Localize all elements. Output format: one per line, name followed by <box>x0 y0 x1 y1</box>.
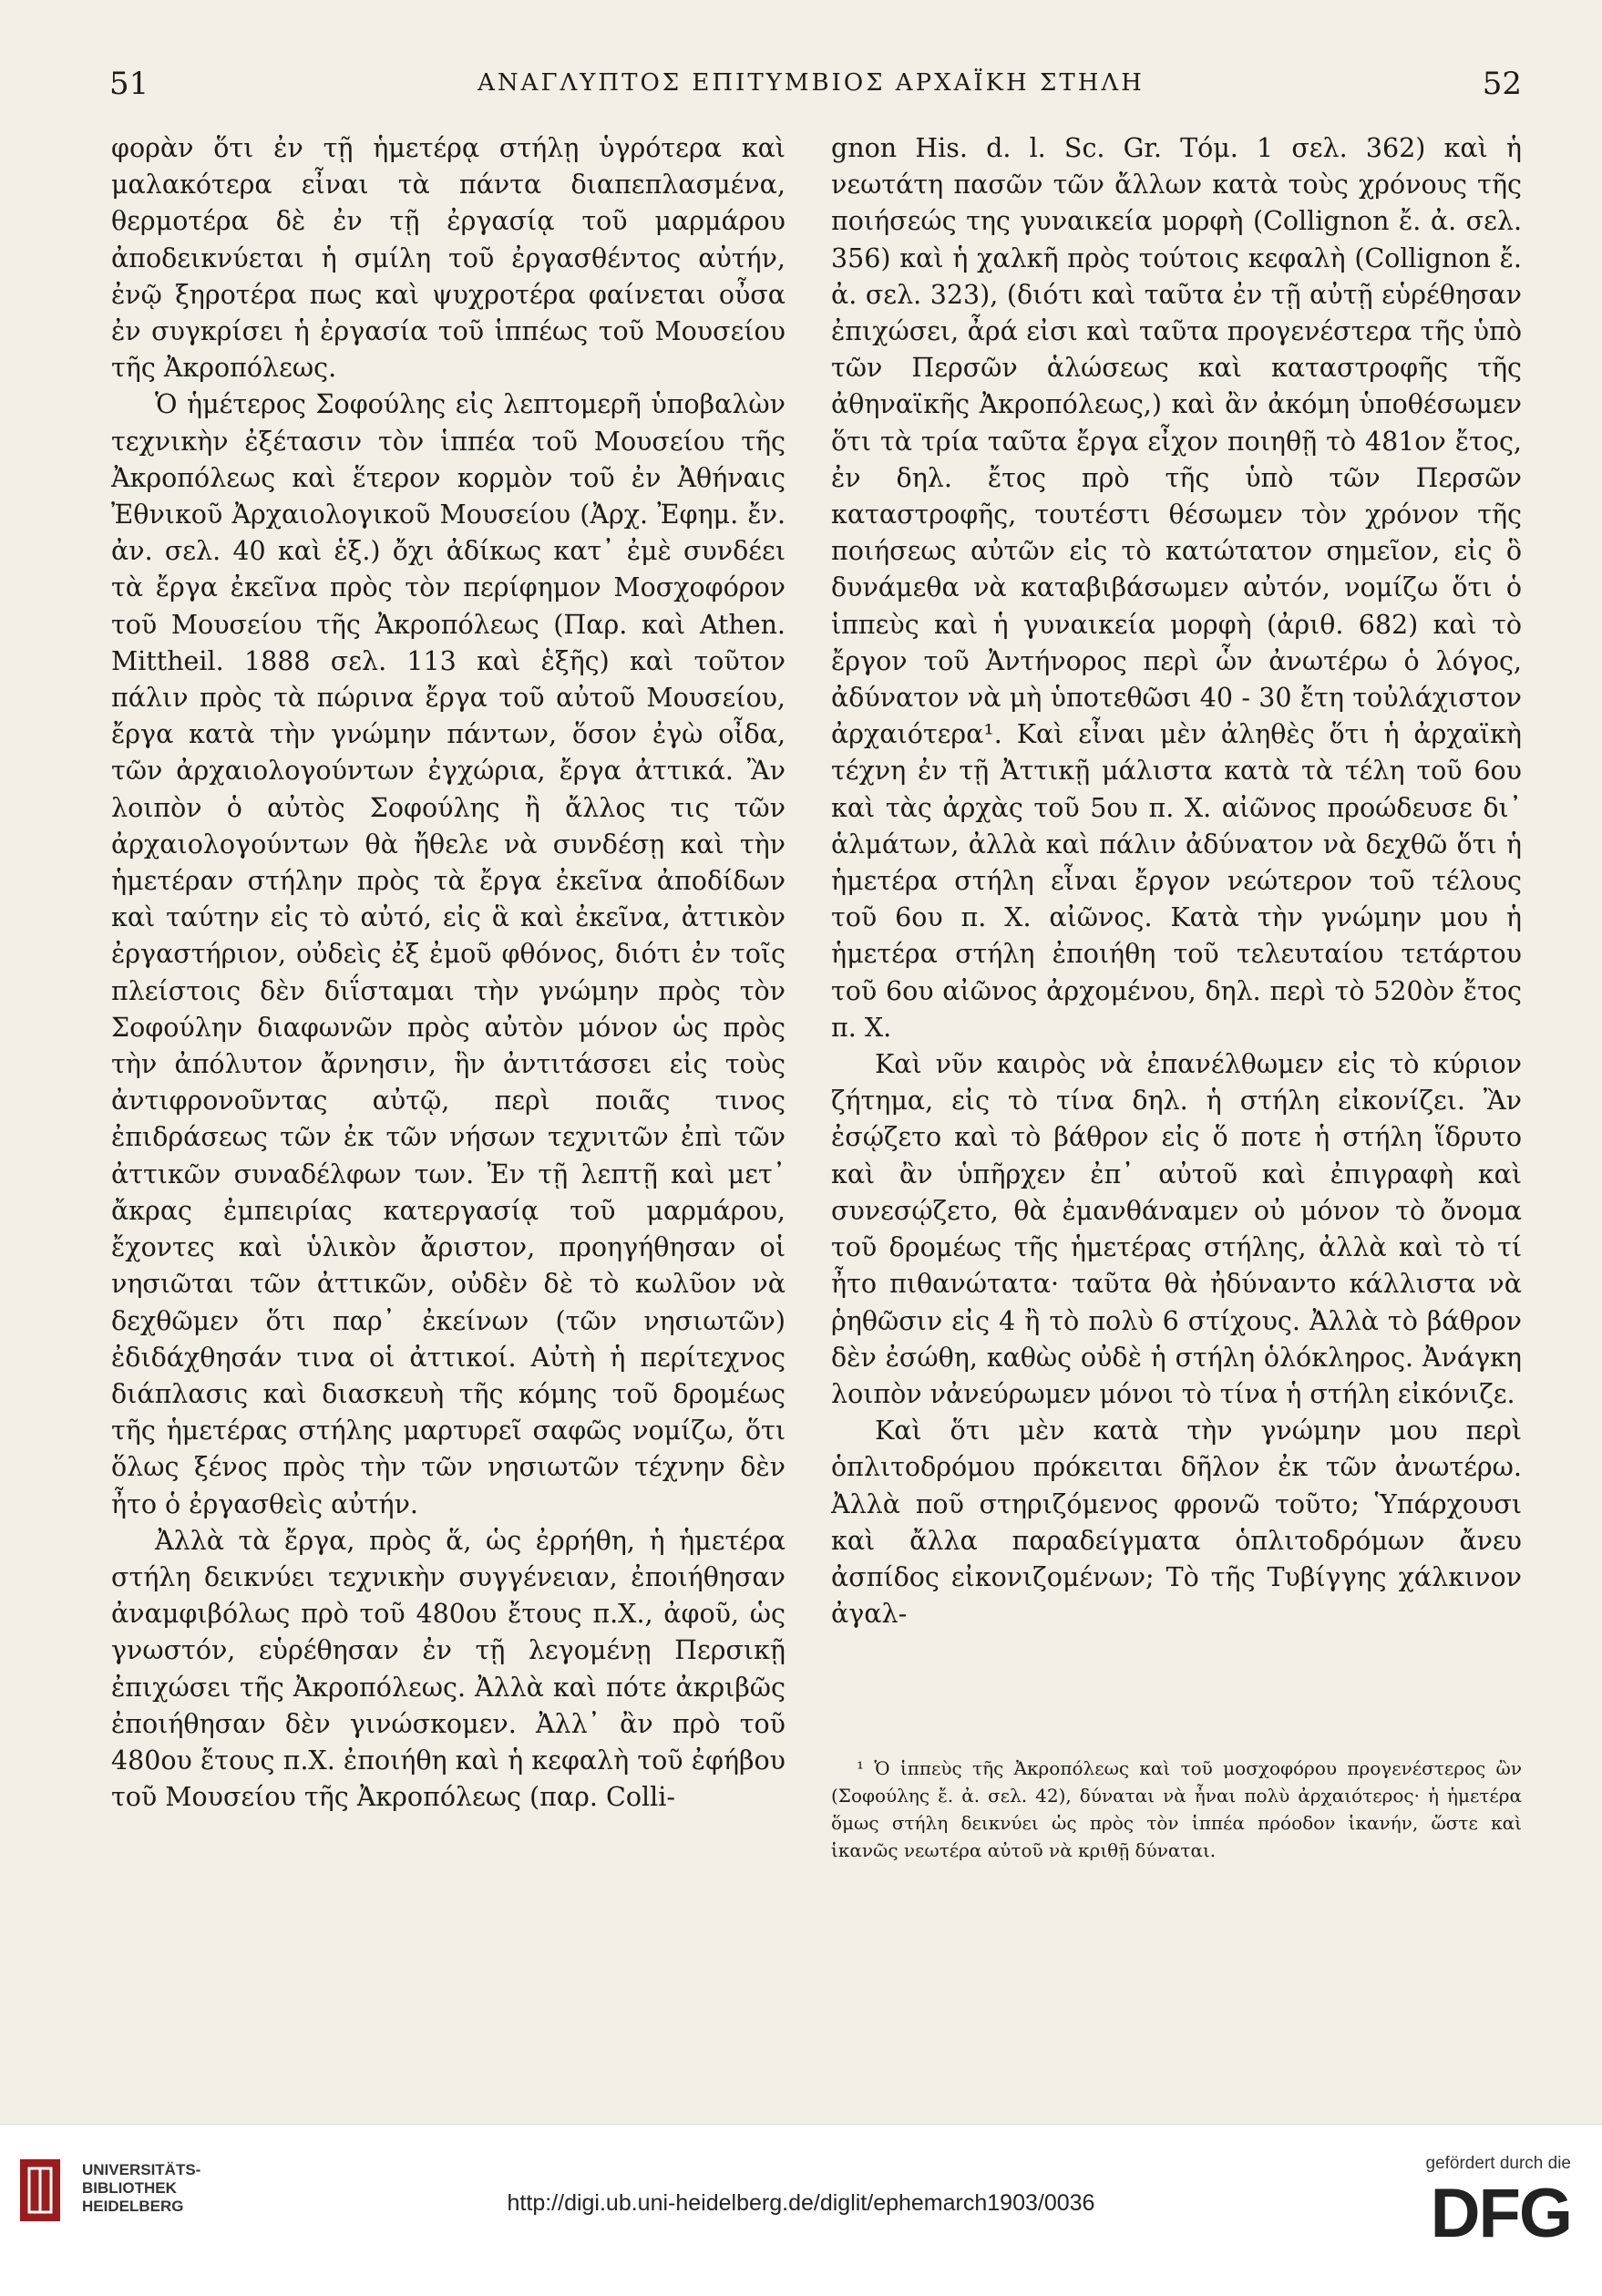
source-url-link[interactable]: http://digi.ub.uni-heidelberg.de/diglit/ephemarch1903/0036 <box>507 2190 1095 2216</box>
left-page-number: 51 <box>109 66 149 102</box>
viewer-footer <box>0 2124 1602 2296</box>
running-title: ΑΝΑΓΛΥΠΤΟΣ ΕΠΙΤΥΜΒΙΟΣ ΑΡΧΑΪΚΗ ΣΤΗΛΗ <box>478 69 1145 97</box>
right-page-number: 52 <box>1482 66 1522 102</box>
left-column <box>111 130 786 1816</box>
footnote: ¹ Ὁ ἱππεὺς τῆς Ἀκροπόλεως καὶ τοῦ μοσχοφόρου προγενέστερος ὢν (Σοφούλης ἔ. ἀ. σελ. 42), δύναται νὰ ἦναι πολὺ ἀρχαιότερος· ἡ ἡμετέρα ὅμως στήλη δεικνύει ὡς πρὸς τὸν ἱππέα πρόοδον ἱκανήν, ὥστε καὶ ἱκανῶς νεωτέρα αὐτοῦ νὰ κριθῇ δύναται. <box>831 1757 1522 1861</box>
library-line: HEIDELBERG <box>82 2198 184 2215</box>
paragraph: Ἀλλὰ τὰ ἔργα, πρὸς ἅ, ὡς ἐρρήθη, ἡ ἡμετέρα στήλη δεικνύει τεχνικὴν συγγένειαν, ἐποιήθησαν ἀναμφιβόλως πρὸ τοῦ 480ου ἔτους π.Χ., ἀφοῦ, ὡς γνωστόν, εὑρέθησαν ἐν τῇ λεγομένῃ Περσικῇ ἐπιχώσει τῆς Ἀκροπόλεως. Ἀλλὰ καὶ πότε ἀκριβῶς ἐποιήθησαν δὲν γινώσκομεν. Ἀλλ᾽ ἂν πρὸ τοῦ 480ου ἔτους π.Χ. ἐποιήθη καὶ ἡ κεφαλὴ τοῦ ἐφήβου τοῦ Μουσείου τῆς Ἀκροπόλεως (παρ. Colli- <box>111 1525 786 1813</box>
paragraph: Καὶ νῦν καιρὸς νὰ ἐπανέλθωμεν εἰς τὸ κύριον ζήτημα, εἰς τὸ τίνα δηλ. ἡ στήλη εἰκονίζει. Ἂν ἐσῴζετο καὶ τὸ βάθρον εἰς ὅ ποτε ἡ στήλη ἵδρυτο καὶ ἂν ὑπῆρχεν ἐπ᾽ αὐτοῦ καὶ ἐπιγραφὴ καὶ συνεσῴζετο, θὰ ἐμανθάναμεν οὐ μόνον τὸ ὄνομα τοῦ δρομέως τῆς ἡμετέρας στήλης, ἀλλὰ καὶ τὸ τί ἦτο πιθανώτατα· ταῦτα θὰ ἠδύναντο κάλλιστα νὰ ῥηθῶσιν εἰς 4 ἢ τὸ πολὺ 6 στίχους. Ἀλλὰ τὸ βάθρον δὲν ἐσώθη, καθὼς οὐδὲ ἡ στήλη ὁλόκληρος. Ἀνάγκη λοιπὸν νἀνεύρωμεν μόνοι τὸ τίνα ἡ στήλη εἰκόνιζε. <box>831 1049 1522 1409</box>
footnotes <box>831 1755 1522 1864</box>
page-header <box>100 66 1522 111</box>
right-column <box>831 130 1522 1632</box>
library-line: BIBLIOTHEK <box>82 2179 177 2197</box>
paragraph: φορὰν ὅτι ἐν τῇ ἡμετέρᾳ στήλῃ ὑγρότερα καὶ μαλακότερα εἶναι τὰ πάντα διαπεπλασμένα, θερμοτέρα δὲ ἐν τῇ ἐργασίᾳ τοῦ μαρμάρου ἀποδεικνύεται ἡ σμίλη τοῦ ἐργασθέντος αὐτήν, ἐνῷ ξηροτέρα πως καὶ ψυχροτέρα φαίνεται οὖσα ἐν συγκρίσει ἡ ἐργασία τοῦ ἱππέως τοῦ Μουσείου τῆς Ἀκροπόλεως. <box>111 133 786 384</box>
paragraph: Ὁ ἡμέτερος Σοφούλης εἰς λεπτομερῆ ὑποβαλὼν τεχνικὴν ἐξέτασιν τὸν ἱππέα τοῦ Μουσείου τῆς Ἀκροπόλεως καὶ ἕτερον κορμὸν τοῦ ἐν Ἀθήναις Ἐθνικοῦ Ἀρχαιολογικοῦ Μουσείου (Ἀρχ. Ἐφημ. ἔν. ἀν. σελ. 40 καὶ ἑξ.) ὄχι ἀδίκως κατ᾽ ἐμὲ συνδέει τὰ ἔργα ἐκεῖνα πρὸς τὸν περίφημον Μοσχοφόρον τοῦ Μουσείου τῆς Ἀκροπόλεως (Παρ. καὶ Athen. Mittheil. 1888 σελ. 113 καὶ ἑξῆς) καὶ τοῦτον πάλιν πρὸς τὰ πώρινα ἔργα τοῦ αὐτοῦ Μουσείου, ἔργα κατὰ τὴν γνώμην πάντων, ὅσον ἐγὼ οἶδα, τῶν ἀρχαιολογούντων ἐγχώρια, ἔργα ἀττικά. Ἂν λοιπὸν ὁ αὐτὸς Σοφούλης ἢ ἄλλος τις τῶν ἀρχαιολογούντων θὰ ἤθελε νὰ συνδέσῃ καὶ τὴν ἡμετέραν στήλην πρὸς τὰ ἔργα ἐκεῖνα ἀποδίδων καὶ ταύτην εἰς τὸ αὐτό, εἰς ἃ καὶ ἐκεῖνα, ἀττικὸν ἐργαστήριον, οὐδεὶς ἐξ ἐμοῦ φθόνος, διότι ἐν τοῖς πλείστοις δὲν διΐσταμαι τὴν γνώμην πρὸς τὸν Σοφούλην διαφωνῶν πρὸς αὐτὸν μόνον ὡς πρὸς τὴν ἀπόλυτον ἄρνησιν, ἣν ἀντιτάσσει εἰς τοὺς ἀντιφρονοῦντας αὐτῷ, περὶ ποιᾶς τινος ἐπιδράσεως τῶν ἐκ τῶν νήσων τεχνιτῶν ἐπὶ τῶν ἀττικῶν συναδέλφων των. Ἐν τῇ λεπτῇ καὶ μετ᾽ ἄκρας ἐμπειρίας κατεργασίᾳ τοῦ μαρμάρου, ἔχοντες καὶ ὑλικὸν ἄριστον, προηγήθησαν οἱ νησιῶται τῶν ἀττικῶν, οὐδὲν δὲ τὸ κωλῦον νὰ δεχθῶμεν ὅτι παρ᾽ ἐκείνων (τῶν νησιωτῶν) ἐδιδάχθησάν τινα οἱ ἀττικοί. Αὐτὴ ἡ περίτεχνος διάπλασις καὶ διασκευὴ τῆς κόμης τοῦ δρομέως τῆς ἡμετέρας στήλης μαρτυρεῖ σαφῶς νομίζω, ὅτι ὅλως ξένος πρὸς τὴν τῶν νησιωτῶν τέχνην δὲν ἦτο ὁ ἐργασθεὶς αὐτήν. <box>111 389 786 1519</box>
funding-note: gefördert durch die <box>1425 2154 1571 2173</box>
library-line: UNIVERSITÄTS- <box>82 2161 201 2178</box>
paragraph: gnon His. d. l. Sc. Gr. Τόμ. 1 σελ. 362) καὶ ἡ νεωτάτη πασῶν τῶν ἄλλων κατὰ τοὺς χρόνους τῆς ποιήσεώς της γυναικεία μορφὴ (Collignon ἔ. ἀ. σελ. 356) καὶ ἡ χαλκῆ πρὸς τούτοις κεφαλὴ (Collignon ἔ. ἀ. σελ. 323), (διότι καὶ ταῦτα ἐν τῇ αὐτῇ εὑρέθησαν ἐπιχώσει, ἆρά εἰσι καὶ ταῦτα προγενέστερα τῆς ὑπὸ τῶν Περσῶν ἁλώσεως καὶ καταστροφῆς τῆς ἀθηναϊκῆς Ἀκροπόλεως,) καὶ ἂν ἀκόμη ὑποθέσωμεν ὅτι τὰ τρία ταῦτα ἔργα εἶχον ποιηθῇ τὸ 481ον ἔτος, ἐν δηλ. ἔτος πρὸ τῆς ὑπὸ τῶν Περσῶν καταστροφῆς, τουτέστι θέσωμεν τὸν χρόνον τῆς ποιήσεως αὐτῶν εἰς τὸ κατώτατον σημεῖον, εἰς ὃ δυνάμεθα νὰ καταβιβάσωμεν αὐτόν, νομίζω ὅτι ὁ ἱππεὺς καὶ ἡ γυναικεία μορφὴ (ἀριθ. 682) καὶ τὸ ἔργον τοῦ Ἀντήνορος περὶ ὧν ἀνωτέρω ὁ λόγος, ἀδύνατον νὰ μὴ ὑποτεθῶσι 40 - 30 ἔτη τοὐλάχιστον ἀρχαιότερα¹. Καὶ εἶναι μὲν ἀληθὲς ὅτι ἡ ἀρχαϊκὴ τέχνη ἐν τῇ Ἀττικῇ μάλιστα κατὰ τὰ τέλη τοῦ 6ου καὶ τὰς ἀρχὰς τοῦ 5ου π. Χ. αἰῶνος προώδευσε δι᾽ ἁλμάτων, ἀλλὰ καὶ πάλιν ἀδύνατον νὰ δεχθῶ ὅτι ἡ ἡμετέρα στήλη εἶναι ἔργον νεώτερον τοῦ τέλους τοῦ 6ου π. Χ. αἰῶνος. Κατὰ τὴν γνώμην μου ἡ ἡμετέρα στήλη ἐποιήθη τοῦ τελευταίου τετάρτου τοῦ 6ου αἰῶνος ἀρχομένου, δηλ. περὶ τὸ 520ὸν ἔτος π. Χ. <box>831 133 1522 1043</box>
paragraph: Καὶ ὅτι μὲν κατὰ τὴν γνώμην μου περὶ ὁπλιτοδρόμου πρόκειται δῆλον ἐκ τῶν ἀνωτέρω. Ἀλλὰ ποῦ στηριζόμενος φρονῶ τοῦτο; Ὑπάρχουσι καὶ ἄλλα παραδείγματα ὁπλιτοδρόμων ἄνευ ἀσπίδος εἰκονιζομένων; Τὸ τῆς Τυβίγγης χάλκινον ἀγαλ- <box>831 1416 1522 1630</box>
dfg-logo: DFG <box>1430 2175 1571 2252</box>
